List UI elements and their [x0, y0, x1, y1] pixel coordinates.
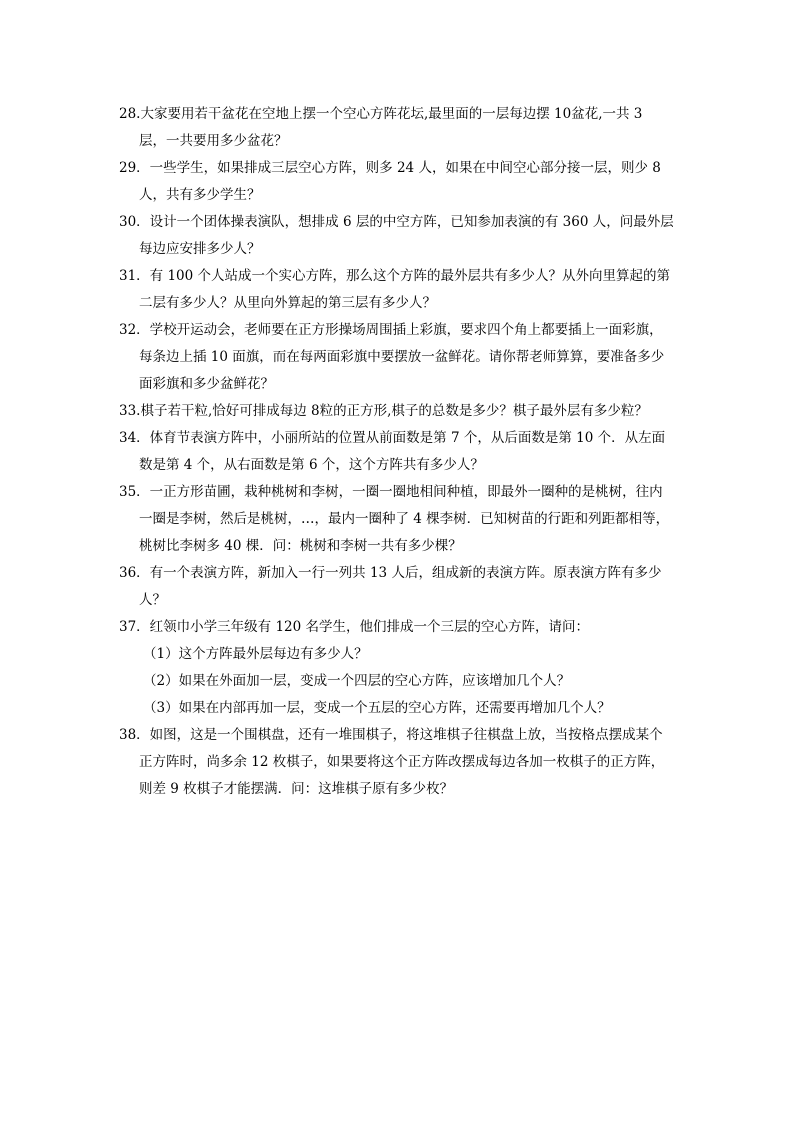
- problem-line: 每条边上插 10 面旗，而在每两面彩旗中要摆放一盆鲜花。请你帮老师算算，要准备多少: [139, 349, 665, 365]
- problem-line: 38．如图，这是一个围棋盘，还有一堆围棋子，将这堆棋子往棋盘上放，当按格点摆成某个: [119, 727, 663, 743]
- problem-38: [119, 722, 685, 803]
- problem-line: 34．体育节表演方阵中，小丽所站的位置从前面数是第 7 个，从后面数是第 10 个．从左面: [119, 430, 666, 446]
- problem-line: 每边应安排多少人？: [139, 241, 261, 257]
- problem-line: 一圈是李树，然后是桃树，…，最内一圈种了 4 棵李树．已知树苗的行距和列距都相等，: [139, 511, 670, 527]
- problem-35: [119, 479, 685, 560]
- problem-32: [119, 317, 685, 398]
- problem-29: [119, 155, 685, 209]
- problem-line: 32．学校开运动会，老师要在正方形操场周围插上彩旗，要求四个角上都要插上一面彩旗，: [119, 322, 663, 338]
- problem-line: 35．一正方形苗圃，栽种桃树和李树，一圈一圈地相间种植，即最外一圈种的是桃树，往内: [119, 484, 663, 500]
- problem-36: [119, 560, 685, 614]
- problem-line: 层，一共要用多少盆花？: [139, 133, 288, 149]
- problem-line: 正方阵时，尚多余 12 枚棋子，如果要将这个正方阵改摆成每边各加一枚棋子的正方阵，: [139, 754, 665, 770]
- problem-33: [119, 398, 685, 425]
- problem-28: [119, 101, 685, 155]
- problem-line: 33.棋子若干粒,恰好可排成每边 8粒的正方形,棋子的总数是多少？棋子最外层有多少粒？: [119, 403, 648, 419]
- problem-line: 面彩旗和多少盆鲜花？: [139, 376, 274, 392]
- problem-34: [119, 425, 685, 479]
- problem-37: [119, 614, 685, 722]
- problem-line: 31．有 100 个人站成一个实心方阵，那么这个方阵的最外层共有多少人？从外向里算起的第: [119, 268, 671, 284]
- problem-line: 人，共有多少学生？: [139, 187, 261, 203]
- problem-list: [119, 101, 685, 803]
- sub-question-1: （1）这个方阵最外层每边有多少人？: [143, 646, 368, 662]
- sub-question-2: （2）如果在外面加一层，变成一个四层的空心方阵，应该增加几个人？: [143, 673, 571, 689]
- problem-line: 桃树比李树多 40 棵．问：桃树和李树一共有多少棵？: [139, 538, 462, 554]
- problem-line: 29．一些学生，如果排成三层空心方阵，则多 24 人，如果在中间空心部分接一层，则少 8: [119, 160, 661, 176]
- problem-line: 28.大家要用若干盆花在空地上摆一个空心方阵花坛,最里面的一层每边摆 10盆花,一共 3: [119, 106, 643, 122]
- problem-line: 数是第 4 个，从右面数是第 6 个，这个方阵共有多少人？: [139, 457, 484, 473]
- problem-line: 二层有多少人？从里向外算起的第三层有多少人？: [139, 295, 436, 311]
- problem-31: [119, 263, 685, 317]
- problem-30: [119, 209, 685, 263]
- problem-line: 36．有一个表演方阵，新加入一行一列共 13 人后，组成新的表演方阵。原表演方阵有多少: [119, 565, 662, 581]
- problem-line: 人？: [139, 592, 166, 608]
- problem-line: 37．红领巾小学三年级有 120 名学生，他们排成一个三层的空心方阵，请问：: [119, 619, 590, 635]
- sub-question-3: （3）如果在内部再加一层，变成一个五层的空心方阵，还需要再增加几个人？: [143, 700, 611, 716]
- problem-line: 30．设计一个团体操表演队，想排成 6 层的中空方阵，已知参加表演的有 360 人，问最外层: [119, 214, 674, 230]
- problem-line: 则差 9 枚棋子才能摆满．问：这堆棋子原有多少枚？: [139, 781, 454, 797]
